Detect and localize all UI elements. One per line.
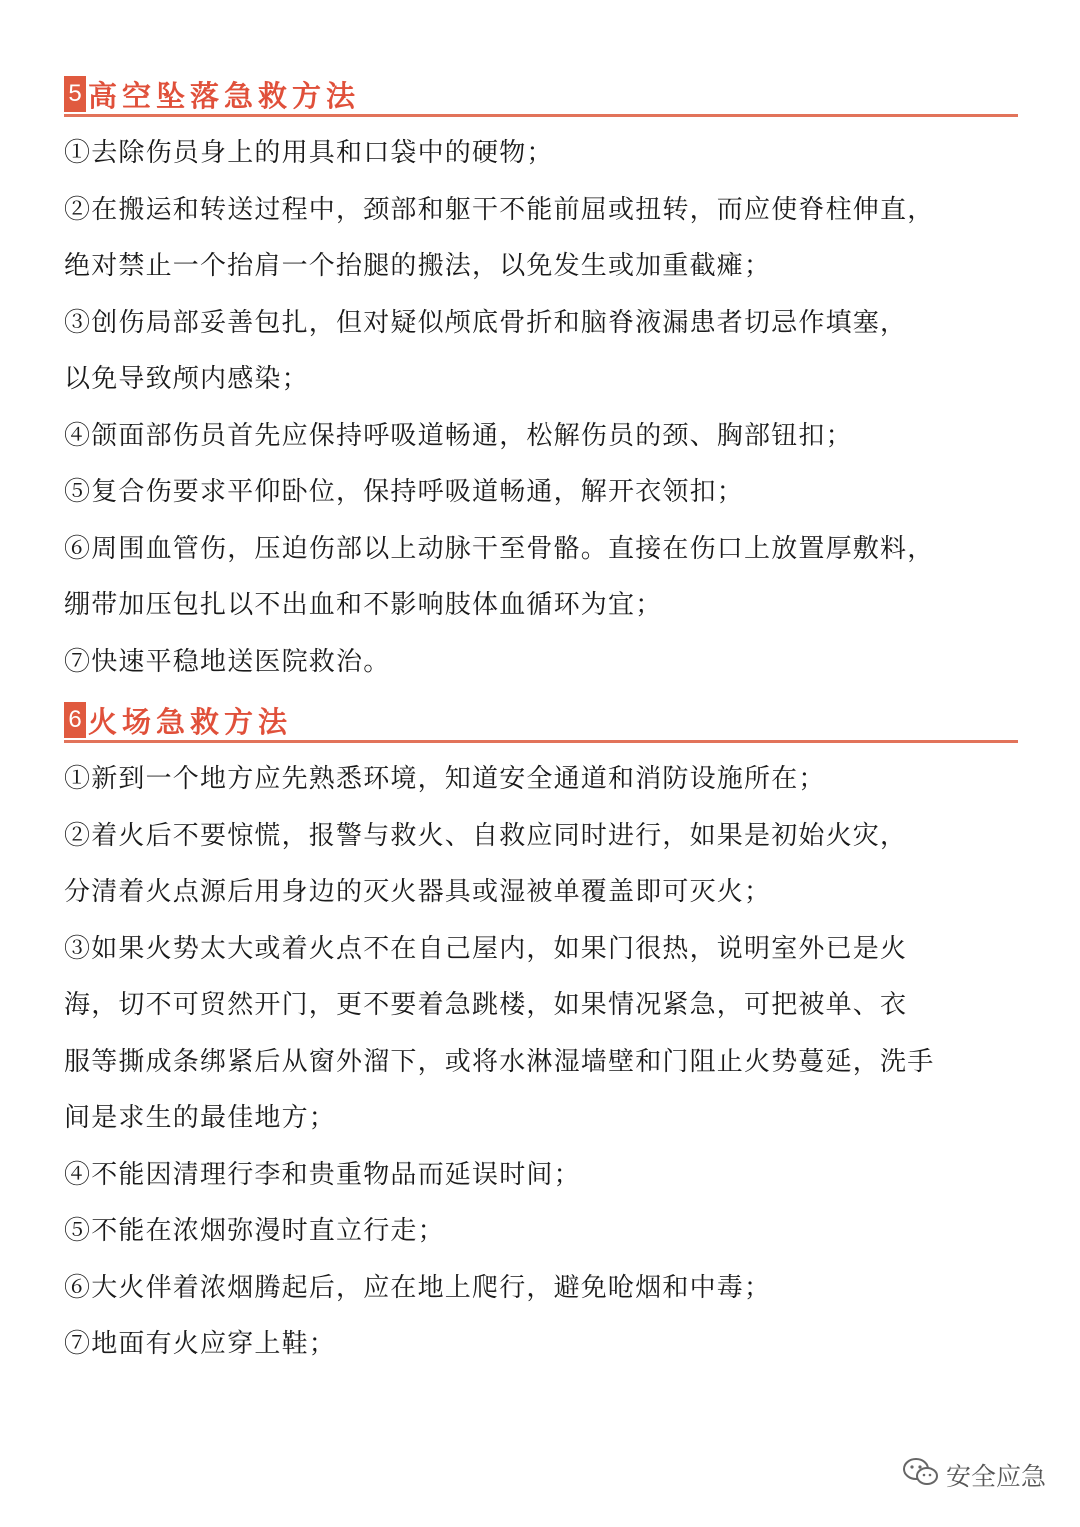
text-line: ④不能因清理行李和贵重物品而延误时间； [64,1159,581,1190]
wechat-watermark [902,1456,1046,1494]
section-items [64,751,1018,1373]
text-line: ⑤复合伤要求平仰卧位，保持呼吸道畅通，解开衣领扣； [64,477,745,507]
watermark-text: 安全应急 [945,1462,1046,1491]
text-line: ⑥周围血管伤，压迫伤部以上动脉干至骨骼。直接在伤口上放置厚敷料， [64,533,935,564]
section-fire-first-aid [64,700,1018,1373]
text-line: ⑦快速平稳地送医院救治。 [64,646,391,677]
text-line: ⑦地面有火应穿上鞋； [64,1329,337,1359]
text-line: ④颌面部伤员首先应保持呼吸道畅通，松解伤员的颈、胸部钮扣； [64,420,853,451]
text-line: 绝对禁止一个抬肩一个抬腿的搬法，以免发生或加重截瘫； [64,251,772,281]
section-heading [64,700,1018,743]
section-fall-first-aid [64,74,1018,690]
section-number-badge: 6 [64,702,86,738]
section-title: 火场急救方法 [88,704,293,739]
text-line: 间是求生的最佳地方； [64,1103,337,1133]
text-line: 服等撕成条绑紧后从窗外溜下，或将水淋湿墙壁和门阻止火势蔓延，洗手 [64,1046,935,1077]
wechat-icon [902,1456,946,1494]
text-line: ⑤不能在浓烟弥漫时直立行走； [64,1216,445,1246]
section-title: 高空坠落急救方法 [88,78,361,113]
text-line: 绷带加压包扎以不出血和不影响肢体血循环为宜； [64,590,663,620]
text-line: 海，切不可贸然开门，更不要着急跳楼，如果情况紧急，可把被单、衣 [64,990,908,1020]
text-line: ①去除伤员身上的用具和口袋中的硬物； [64,138,554,168]
text-line: ③创伤局部妥善包扎，但对疑似颅底骨折和脑脊液漏患者切忌作填塞， [64,307,908,338]
section-number-badge: 5 [64,76,86,112]
text-line: 分清着火点源后用身边的灭火器具或湿被单覆盖即可灭火； [64,877,772,907]
text-line: ①新到一个地方应先熟悉环境，知道安全通道和消防设施所在； [64,764,826,794]
section-items [64,125,1018,690]
text-line: ③如果火势太大或着火点不在自己屋内，如果门很热，说明室外已是火 [64,933,908,964]
text-line: ②着火后不要惊慌，报警与救火、自救应同时进行，如果是初始火灾， [64,820,908,851]
text-line: ②在搬运和转送过程中，颈部和躯干不能前屈或扭转，而应使脊柱伸直， [64,194,935,225]
text-line: ⑥大火伴着浓烟腾起后，应在地上爬行，避免呛烟和中毒； [64,1272,772,1303]
section-heading [64,74,1018,117]
text-line: 以免导致颅内感染； [64,364,309,394]
